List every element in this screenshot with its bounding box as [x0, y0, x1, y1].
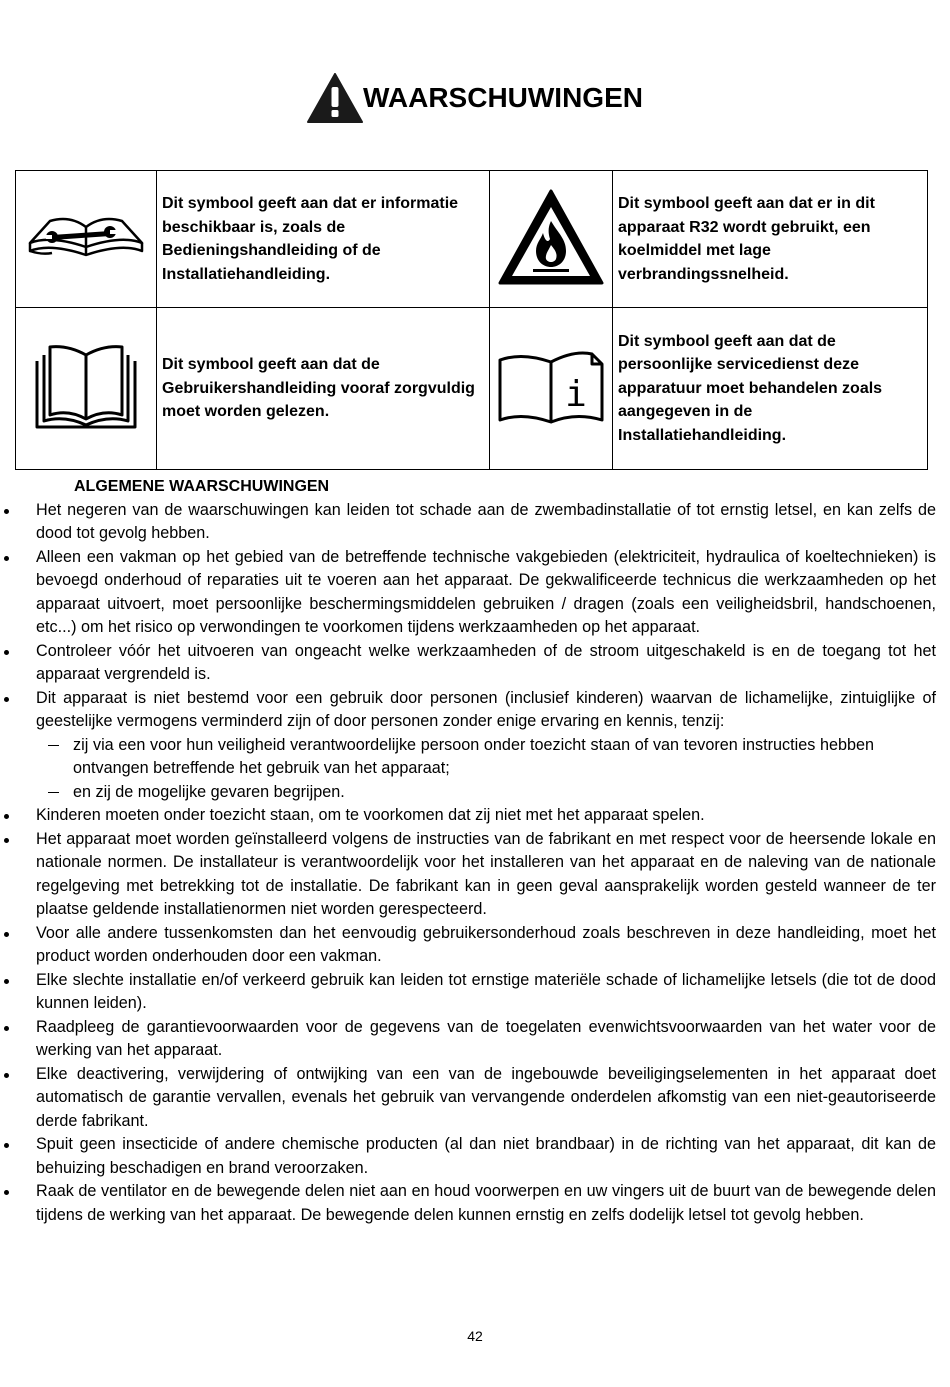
bullet-icon [4, 979, 9, 984]
page-title-block [0, 70, 950, 126]
general-warnings-section [0, 475, 950, 1227]
page-number: 42 [467, 1328, 483, 1344]
read-manual-icon [34, 341, 138, 431]
list-item: Het negeren van de waarschuwingen kan leiden tot schade aan de zwembadinstallatie of tot ernstig letsel, en kan zelfs de dood tot gevolg hebben. [0, 499, 950, 546]
symbols-table [15, 170, 928, 470]
list-item: Controleer vóór het uitvoeren van ongeacht welke werkzaamheden of de stroom uitgeschakeld is en de toegang tot het apparaat vergrendeld is. [0, 640, 950, 687]
list-item: Raadpleeg de garantievoorwaarden voor de gegevens van de toegelaten evenwichtsvoorwaarden van het water voor de werking van het apparaat. [0, 1016, 950, 1063]
symbol-description: Dit symbool geeft aan dat er in dit apparaat R32 wordt gebruikt, een koelmiddel met lage verbrandingssnelheid. [613, 171, 928, 308]
manual-wrench-icon [22, 207, 150, 267]
page-title: WAARSCHUWINGEN [363, 82, 643, 113]
bullet-icon [4, 838, 9, 843]
list-item: Dit apparaat is niet bestemd voor een gebruik door personen (inclusief kinderen) waarvan de lichamelijke, zintuiglijke of geestelijke vermogens verminderd zijn of door personen zonder enige ervaring en kennis, tenzij: zij via een voor hun veiligheid verantwoordelijke persoon onder toezicht staan of van tevoren instructies hebben ontvangen betreffende het gebruik van het apparaat; en zij de mogelijke gevaren begrijpen. [0, 687, 950, 805]
list-item: Kinderen moeten onder toezicht staan, om te voorkomen dat zij niet met het apparaat spelen. [0, 804, 950, 828]
symbol-cell [490, 171, 613, 308]
sub-list-item: en zij de mogelijke gevaren begrijpen. [0, 781, 936, 805]
list-item: Elke slechte installatie en/of verkeerd gebruik kan leiden tot ernstige materiële schade of lichamelijke letsels (die tot de dood kunnen leiden). [0, 969, 950, 1016]
dash-icon [48, 792, 59, 794]
bullet-icon [4, 814, 9, 819]
warning-triangle-icon [307, 73, 363, 123]
bullet-icon [4, 697, 9, 702]
warnings-list [0, 499, 950, 1228]
bullet-icon [4, 509, 9, 514]
svg-text:i: i [565, 374, 587, 415]
sub-list-item: zij via een voor hun veiligheid verantwoordelijke persoon onder toezicht staan of van tevoren instructies hebben ontvangen betreffende het gebruik van het apparaat; [0, 734, 936, 781]
dash-icon [48, 745, 59, 747]
bullet-icon [4, 650, 9, 655]
bullet-icon [4, 1143, 9, 1148]
symbol-description: Dit symbool geeft aan dat de Gebruikershandleiding vooraf zorgvuldig moet worden gelezen. [157, 308, 490, 470]
info-manual-icon [496, 346, 606, 426]
bullet-icon [4, 1026, 9, 1031]
list-item: Raak de ventilator en de bewegende delen niet aan en houd voorwerpen en uw vingers uit de buurt van de bewegende delen tijdens de werking van het apparaat. De bewegende delen kunnen ernstig en zelfs dodelijk letsel tot gevolg hebben. [0, 1180, 950, 1227]
list-item: Spuit geen insecticide of andere chemische producten (al dan niet brandbaar) in de richting van het apparaat, dit kan de behuizing beschadigen en brand veroorzaken. [0, 1133, 950, 1180]
symbol-cell [16, 308, 157, 470]
list-item: Het apparaat moet worden geïnstalleerd volgens de instructies van de fabrikant en met respect voor de heersende lokale en nationale normen. De installateur is verantwoordelijk voor het installeren van het apparaat en de naleving van de nationale regelgeving met betrekking tot de installatie. De fabrikant kan in geen geval aansprakelijk worden gesteld wanneer de ter plaatse geldende installatienormen niet worden gerespecteerd. [0, 828, 950, 922]
list-item: Alleen een vakman op het gebied van de betreffende technische vakgebieden (elektriciteit, hydraulica of koeltechnieken) is bevoegd onderhoud of reparaties uit te voeren aan het apparaat. De gekwalificeerde technicus die werkzaamheden op het apparaat uitvoert, moet persoonlijke beschermingsmiddelen gebruiken / dragen (zoals een veiligheidsbril, handschoenen, etc...) om het risico op verwondingen te voorkomen tijdens werkzaamheden op het apparaat. [0, 546, 950, 640]
symbol-cell [16, 171, 157, 308]
bullet-icon [4, 556, 9, 561]
flammable-warning-icon [496, 187, 606, 287]
list-item: Elke deactivering, verwijdering of ontwijking van een van de ingebouwde beveiligingselementen in het apparaat doet automatisch de garantie vervallen, evenals het gebruik van vervangende onderdelen afkomstig van een niet-geautoriseerde derde fabrikant. [0, 1063, 950, 1134]
symbol-description: Dit symbool geeft aan dat de persoonlijke servicedienst deze apparatuur moet behandelen zoals aangegeven in de Installatiehandleiding. [613, 308, 928, 470]
bullet-icon [4, 932, 9, 937]
section-heading: ALGEMENE WAARSCHUWINGEN [74, 478, 330, 495]
sub-list [36, 734, 936, 805]
list-item: Voor alle andere tussenkomsten dan het eenvoudig gebruikersonderhoud zoals beschreven in deze handleiding, moet het product worden onderhouden door een vakman. [0, 922, 950, 969]
symbol-cell [490, 308, 613, 470]
bullet-icon [4, 1190, 9, 1195]
bullet-icon [4, 1073, 9, 1078]
symbol-description: Dit symbool geeft aan dat er informatie beschikbaar is, zoals de Bedieningshandleiding of de Installatiehandleiding. [157, 171, 490, 308]
